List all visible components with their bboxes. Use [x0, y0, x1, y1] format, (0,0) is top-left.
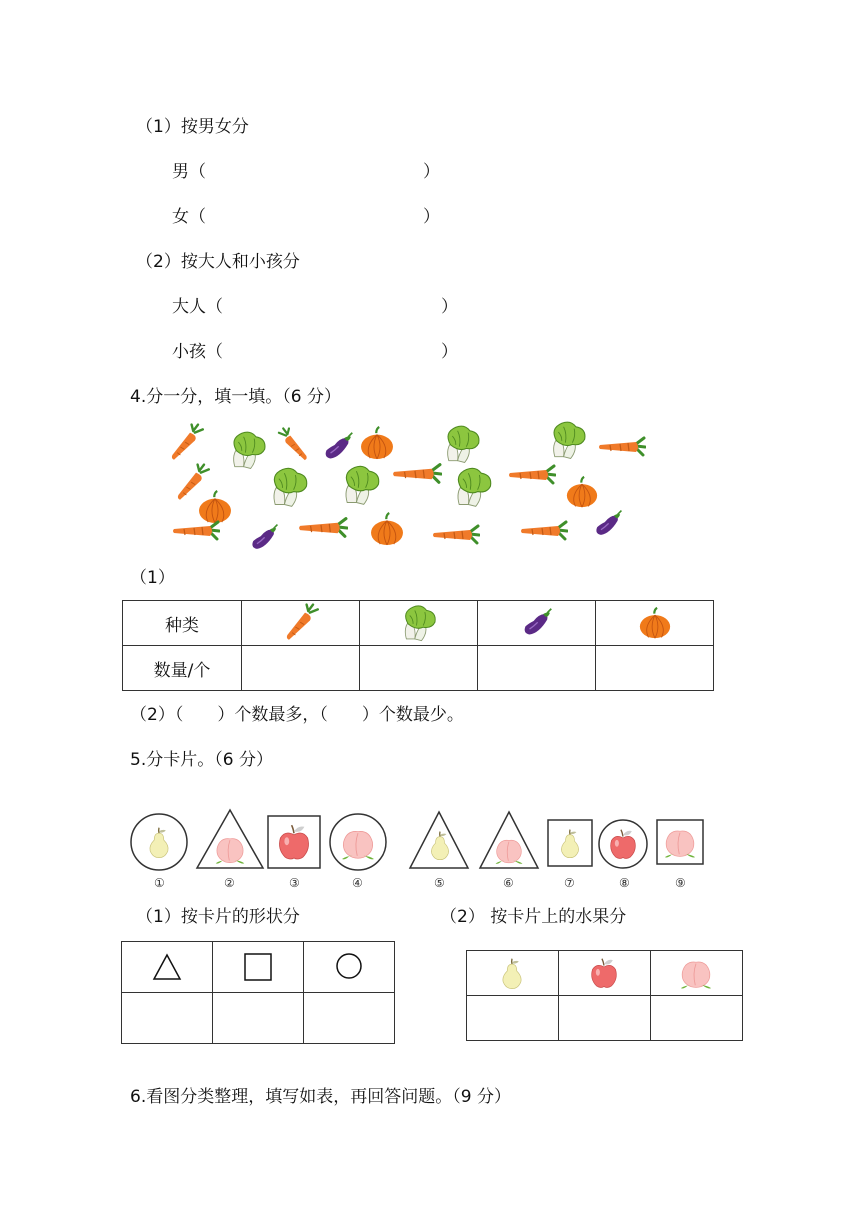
carrot-icon: [509, 466, 555, 483]
vegetable-picture: [160, 418, 660, 558]
q5-part1-heading: （1）按卡片的形状分: [136, 907, 300, 927]
q4-count-row: [123, 646, 714, 691]
fruit-cards: [126, 806, 716, 872]
q5-fruit-peach-header: [650, 951, 742, 996]
q5-part2-heading: （2） 按卡片上的水果分: [440, 907, 627, 927]
card-number-5: ⑤: [434, 876, 445, 890]
q5-fruit-apple-answer[interactable]: [558, 996, 650, 1041]
pumpkin-icon: [199, 491, 231, 523]
carrot-icon: [172, 425, 203, 460]
card-7: [548, 820, 592, 866]
card-9: [657, 820, 703, 864]
card-number-6: ⑥: [503, 876, 514, 890]
q5-shape-triangle-answer[interactable]: [122, 993, 213, 1044]
q5-shape-table: [121, 941, 395, 1044]
q3-male-label: 男（: [172, 162, 206, 182]
carrot-icon: [599, 438, 645, 455]
pumpkin-icon: [567, 477, 597, 507]
q4-count-cabbage[interactable]: [360, 646, 478, 691]
eggplant-icon: [519, 606, 555, 640]
q5-fruit-table: [466, 950, 743, 1041]
card-number-4: ④: [352, 876, 363, 890]
card-number-7: ⑦: [564, 876, 575, 890]
q4-kind-label: 种类: [123, 601, 242, 646]
card-5: [410, 812, 468, 868]
q3-adult-label: 大人（: [172, 297, 223, 317]
cabbage-icon: [274, 468, 307, 506]
q3-child-close: ）: [441, 342, 458, 362]
carrot-icon: [279, 428, 307, 460]
q4-part2-question: （2）（ ）个数最多，（ ）个数最少。: [130, 705, 464, 725]
q5-shape-square-answer[interactable]: [213, 993, 304, 1044]
card-4: [330, 814, 386, 870]
apple-icon: [587, 955, 621, 991]
pumpkin-icon: [361, 427, 393, 459]
q4-title: 4.分一分，填一填。（6 分）: [130, 387, 341, 407]
eggplant-icon: [252, 525, 277, 549]
card-6: [480, 812, 538, 868]
cabbage-icon: [458, 468, 491, 506]
cabbage-icon: [234, 432, 265, 468]
carrot-icon: [299, 519, 347, 537]
card-3: [268, 816, 320, 868]
q6-title: 6.看图分类整理，填写如表，再回答问题。（9 分）: [130, 1087, 511, 1107]
card-number-9: ⑨: [675, 876, 686, 890]
pear-icon: [495, 952, 529, 994]
q5-shape-circle-header: [304, 942, 395, 993]
q3-part1-heading: （1）按男女分: [136, 117, 249, 137]
cabbage-icon: [346, 466, 379, 504]
circle-icon: [334, 953, 364, 981]
carrot-icon: [521, 522, 567, 539]
card-2: [197, 810, 263, 868]
eggplant-icon: [596, 511, 621, 535]
q5-shape-square-header: [213, 942, 304, 993]
q4-kind-cabbage: [360, 601, 478, 646]
triangle-icon: [152, 953, 182, 981]
q5-shape-circle-answer[interactable]: [304, 993, 395, 1044]
square-icon: [243, 953, 273, 981]
q5-shape-triangle-header: [122, 942, 213, 993]
cabbage-icon: [397, 602, 441, 644]
card-number-8: ⑧: [619, 876, 630, 890]
q3-female-close: ）: [423, 207, 440, 227]
carrot-icon: [433, 526, 479, 543]
eggplant-icon: [326, 433, 353, 459]
q4-kind-row: [123, 601, 714, 646]
card-1: [131, 814, 187, 870]
q4-count-eggplant[interactable]: [478, 646, 596, 691]
card-number-1: ①: [154, 876, 165, 890]
q4-kind-pumpkin: [596, 601, 714, 646]
q5-fruit-apple-header: [558, 951, 650, 996]
q5-fruit-pear-answer[interactable]: [467, 996, 559, 1041]
q4-count-pumpkin[interactable]: [596, 646, 714, 691]
pumpkin-icon: [637, 605, 673, 641]
peach-icon: [677, 955, 715, 991]
q3-child-label: 小孩（: [172, 342, 223, 362]
q4-count-label: 数量/个: [123, 646, 242, 691]
carrot-icon: [173, 522, 219, 539]
cabbage-icon: [448, 426, 479, 462]
q5-fruit-pear-header: [467, 951, 559, 996]
carrot-icon: [281, 602, 321, 644]
q3-part2-heading: （2）按大人和小孩分: [136, 252, 300, 272]
q4-kind-eggplant: [478, 601, 596, 646]
pumpkin-icon: [371, 513, 403, 545]
q3-adult-close: ）: [441, 297, 458, 317]
q3-male-close: ）: [423, 162, 440, 182]
q5-title: 5.分卡片。（6 分）: [130, 750, 273, 770]
q3-female-label: 女（: [172, 207, 206, 227]
cabbage-icon: [554, 422, 585, 458]
carrot-icon: [178, 465, 209, 500]
q5-fruit-peach-answer[interactable]: [650, 996, 742, 1041]
carrot-icon: [393, 465, 441, 483]
q4-part1-heading: （1）: [130, 568, 175, 588]
card-number-2: ②: [224, 876, 235, 890]
card-8: [599, 820, 647, 868]
q4-kind-carrot: [242, 601, 360, 646]
q4-count-carrot[interactable]: [242, 646, 360, 691]
q4-count-table: [122, 600, 714, 691]
card-number-3: ③: [289, 876, 300, 890]
